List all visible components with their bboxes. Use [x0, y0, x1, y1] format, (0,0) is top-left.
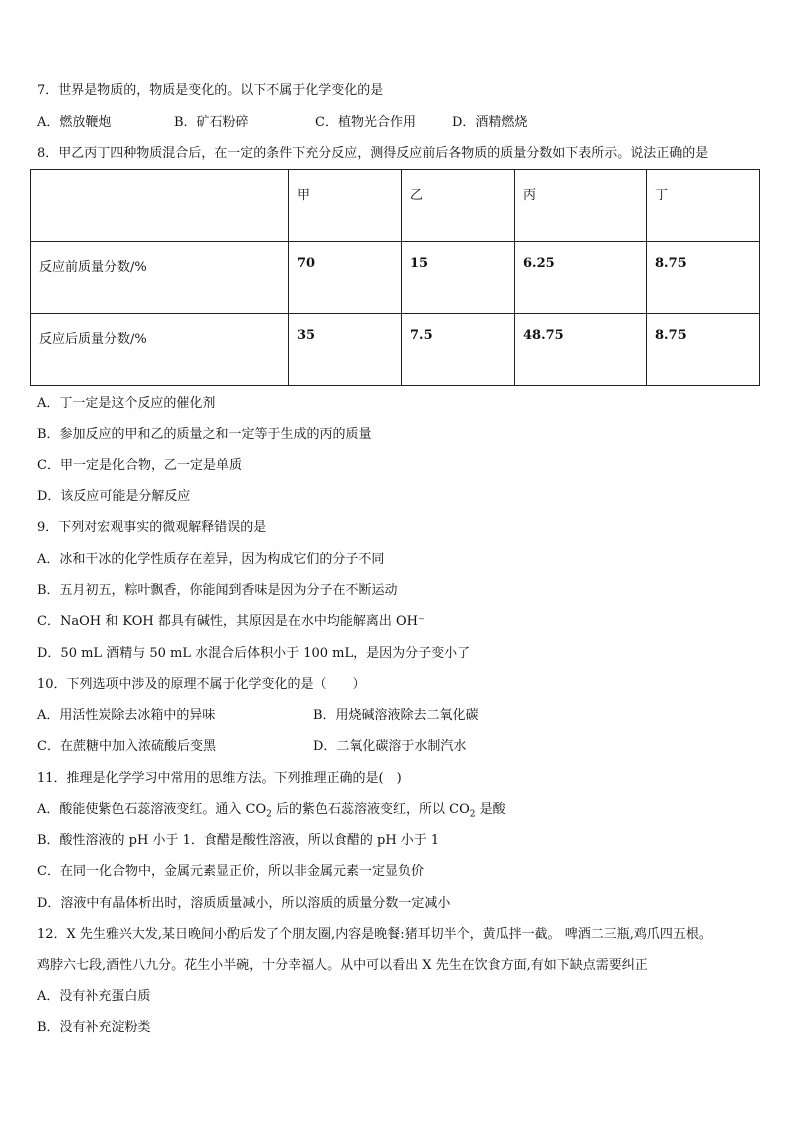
option-d: D．酒精燃烧 — [452, 115, 528, 130]
question-11-option-d: D．溶液中有晶体析出时，溶质质量减小，所以溶质的质量分数一定减小 — [37, 896, 451, 911]
table-header-cell — [31, 170, 289, 242]
table-cell: 7.5 — [402, 314, 515, 386]
question-8-option-b: B．参加反应的甲和乙的质量之和一定等于生成的丙的质量 — [37, 427, 372, 442]
question-8-stem: 8．甲乙丙丁四种物质混合后，在一定的条件下充分反应，测得反应前后各物质的质量分数如下表所示。说法正确的是 — [37, 146, 709, 161]
question-9-option-b: B．五月初五，粽叶飘香，你能闻到香味是因为分子在不断运动 — [37, 583, 398, 598]
option-a: A．燃放鞭炮 — [37, 115, 112, 130]
table-cell: 6.25 — [515, 242, 647, 314]
question-12-stem-line1: 12．X 先生雅兴大发,某日晚间小酌后发了个朋友圈,内容是晚餐:猪耳切半个，黄瓜拌一截。 啤酒二三瓶,鸡爪四五根。 — [37, 927, 712, 942]
table-header-cell: 丙 — [515, 170, 647, 242]
option-b: B．用烧碱溶液除去二氧化碳 — [313, 708, 479, 723]
table-header-cell: 乙 — [402, 170, 515, 242]
table-header-cell: 丁 — [647, 170, 760, 242]
option-text: 后的紫色石蕊溶液变红，所以 CO — [271, 802, 470, 817]
table-row — [31, 242, 760, 314]
question-9-stem: 9．下列对宏观事实的微观解释错误的是 — [37, 520, 267, 535]
question-11-option-a — [37, 801, 506, 824]
table-row-label: 反应前质量分数/% — [31, 242, 289, 314]
question-10-stem: 10．下列选项中涉及的原理不属于化学变化的是（ ） — [37, 677, 366, 692]
table-cell: 70 — [289, 242, 402, 314]
table-cell: 8.75 — [647, 314, 760, 386]
question-12-option-b: B．没有补充淀粉类 — [37, 1020, 151, 1035]
option-d: D．二氧化碳溶于水制汽水 — [313, 739, 467, 754]
table-cell: 35 — [289, 314, 402, 386]
table-row-label: 反应后质量分数/% — [31, 314, 289, 386]
question-11-stem: 11．推理是化学学习中常用的思维方法。下列推理正确的是( ) — [37, 771, 402, 786]
question-12-stem-line2: 鸡脖六七段,酒性八九分。花生小半碗，十分幸福人。从中可以看出 X 先生在饮食方面,有如下缺点需要纠正 — [37, 958, 648, 973]
question-11-option-c: C．在同一化合物中，金属元素显正价，所以非金属元素一定显负价 — [37, 864, 424, 879]
table-cell: 48.75 — [515, 314, 647, 386]
subscript: 2 — [266, 809, 272, 820]
question-9-option-c: C．NaOH 和 KOH 都具有碱性，其原因是在水中均能解离出 OH⁻ — [37, 614, 425, 629]
question-11-option-b: B．酸性溶液的 pH 小于 1．食醋是酸性溶液，所以食醋的 pH 小于 1 — [37, 833, 440, 848]
option-c: C．植物光合作用 — [315, 115, 416, 130]
table-row — [31, 314, 760, 386]
question-7-stem: 7．世界是物质的，物质是变化的。以下不属于化学变化的是 — [37, 83, 384, 98]
question-8-option-a: A．丁一定是这个反应的催化剂 — [37, 396, 216, 411]
question-9-option-a: A．冰和干冰的化学性质存在差异，因为构成它们的分子不同 — [37, 552, 385, 567]
option-c: C．在蔗糖中加入浓硫酸后变黑 — [37, 739, 216, 754]
question-12-option-a: A．没有补充蛋白质 — [37, 989, 151, 1004]
table-cell: 8.75 — [647, 242, 760, 314]
option-b: B．矿石粉碎 — [174, 115, 249, 130]
subscript: 2 — [469, 809, 476, 820]
question-8-option-d: D．该反应可能是分解反应 — [37, 489, 191, 504]
option-text: A．酸能使紫色石蕊溶液变红。通入 CO — [37, 802, 267, 817]
question-9-option-d: D．50 mL 酒精与 50 mL 水混合后体积小于 100 mL，是因为分子变小了 — [37, 646, 471, 661]
table-header-row — [31, 170, 760, 242]
question-8-option-c: C．甲一定是化合物，乙一定是单质 — [37, 458, 242, 473]
option-text: 是酸 — [475, 802, 506, 817]
mass-fraction-table — [30, 169, 760, 386]
table-header-cell: 甲 — [289, 170, 402, 242]
table-cell: 15 — [402, 242, 515, 314]
option-a: A．用活性炭除去冰箱中的异味 — [37, 708, 216, 723]
